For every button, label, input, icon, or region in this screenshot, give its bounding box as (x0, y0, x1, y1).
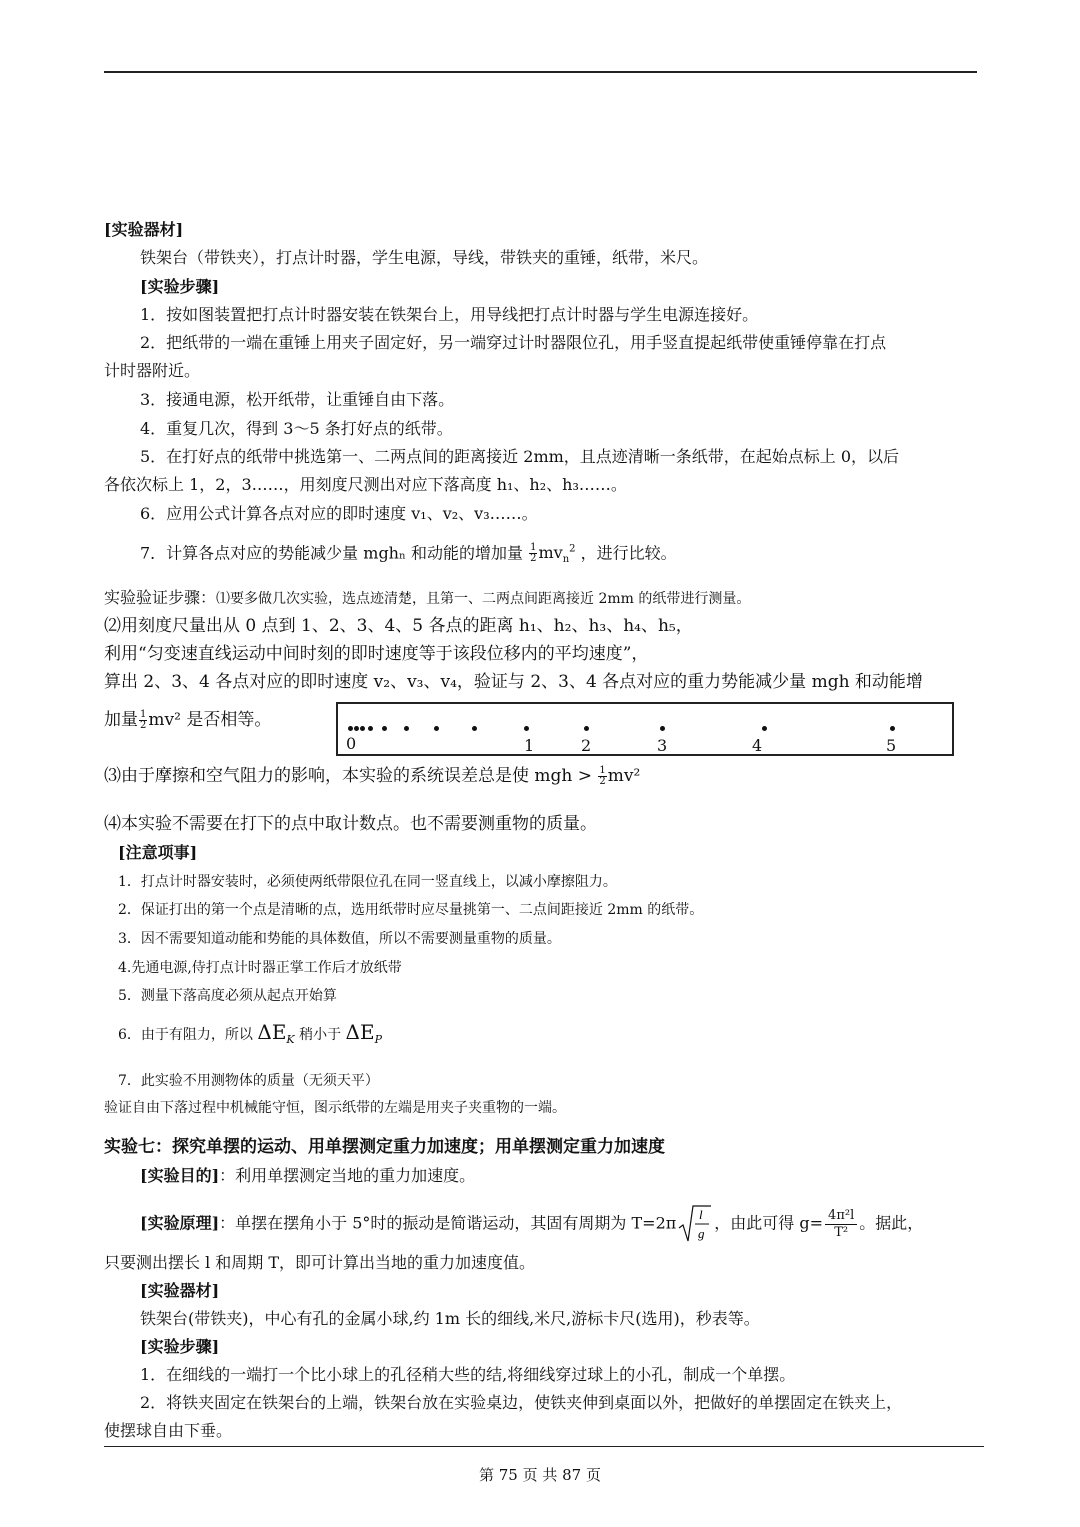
verify-line-5 (104, 710, 271, 731)
verify-line-3: 利用“匀变速直线运动中间时刻的即时速度等于该段位移内的平均速度”， (104, 644, 649, 664)
tape-dot (368, 726, 373, 731)
note-6-mid: 稍小于 (299, 1027, 342, 1043)
tape-dot (660, 726, 665, 731)
principle-text-c: 。据此， (859, 1213, 924, 1233)
step-4: 4．重复几次，得到 3～5 条打好点的纸带。 (140, 419, 453, 438)
exp7-purpose (140, 1166, 475, 1186)
materials-text: 铁架台（带铁夹），打点计时器，学生电源，导线，带铁夹的重锤，纸带，米尺。 (140, 248, 709, 267)
tape-dot (404, 726, 409, 731)
delta-e-k: ΔE (257, 1020, 287, 1044)
page-footer: 第 75 页 共 87 页 (478, 1466, 601, 1484)
step-2b: 计时器附近。 (104, 361, 201, 380)
tape-label-0: 0 (346, 734, 357, 753)
exp7-step-2a: 2．将铁夹固定在铁架台的上端，铁架台放在实验桌边，使铁夹伸到桌面以外，把做好的单摆固定在铁夹上， (140, 1393, 903, 1412)
verify-line-4: 算出 2、3、4 各点对应的即时速度 v₂、v₃、v₄，验证与 2、3、4 各点对应的重力势能减少量 mgh 和动能增 (104, 672, 923, 692)
header-rule (104, 71, 977, 73)
delta-e-p: ΔE (345, 1020, 375, 1044)
mv-squared: mv² (607, 766, 641, 786)
verify-item-1: ⑴要多做几次实验，选点迹清楚，且第一、二两点间距离接近 2mm 的纸带进行测量。 (216, 591, 751, 607)
svg-text:g: g (698, 1226, 705, 1241)
g-formula-fraction: $\frac{\text{4π²l}}{\text{T²}}$ (825, 1208, 857, 1241)
tape-label-1: 1 (524, 736, 535, 755)
note-4: 4.先通电源,侍打点计时器正掌工作后才放纸带 (118, 960, 402, 976)
paper-tape-figure (336, 702, 954, 756)
step-7-pre: 7．计算各点对应的势能减少量 mghₙ 和动能的增加量 (140, 543, 523, 563)
step-3: 3．接通电源，松开纸带，让重锤自由下落。 (140, 390, 455, 409)
tape-dot (524, 726, 529, 731)
verify-label: 实验验证步骤： (104, 588, 217, 607)
exp7-steps-heading: [实验步骤] (140, 1337, 220, 1356)
note-3: 3．因不需要知道动能和势能的具体数值，所以不需要测量重物的质量。 (118, 931, 561, 947)
exp7-materials-heading: [实验器材] (140, 1281, 220, 1300)
principle-text-a: ：单摆在摆角小于 5°时的振动是简谐运动，其固有周期为 T=2π (219, 1213, 677, 1233)
notes-heading: [注意项事] (118, 843, 198, 862)
step-7 (140, 540, 677, 571)
verify-l5-label: 加量 (104, 710, 138, 730)
note-8: 验证自由下落过程中机械能守恒，图示纸带的左端是用夹子夹重物的一端。 (104, 1100, 566, 1116)
step-5a: 5．在打好点的纸带中挑选第一、二两点间的距离接近 2mm，且点迹清晰一条纸带，在起始点标上 0，以后 (140, 447, 900, 466)
note-5: 5．测量下落高度必须从起点开始算 (118, 988, 337, 1004)
tape-label-4: 4 (752, 736, 763, 755)
step-5b: 各依次标上 1，2，3……，用刻度尺测出对应下落高度 h₁、h₂、h₃……。 (104, 475, 627, 494)
exp7-step-2b: 使摆球自由下垂。 (104, 1421, 233, 1440)
tape-dot (472, 726, 477, 731)
sub-k: K (286, 1032, 295, 1046)
tape-dot (360, 726, 365, 731)
exp7-principle (140, 1204, 923, 1244)
verify-line-7: ⑷本实验不需要在打下的点中取计数点。也不需要测重物的质量。 (104, 814, 597, 834)
exp7-title: 实验七：探究单摆的运动、用单摆测定重力加速度；用单摆测定重力加速度 (104, 1137, 665, 1157)
tape-label-2: 2 (581, 736, 592, 755)
exp7-step-1: 1．在细线的一端打一个比小球上的孔径稍大些的结,将细线穿过球上的小孔，制成一个单摆。 (140, 1365, 796, 1384)
note-2: 2．保证打出的第一个点是清晰的点，选用纸带时应尽量挑第一、二点间距接近 2mm 的纸带。 (118, 902, 704, 918)
note-6 (118, 1022, 382, 1050)
verify-line-1 (104, 588, 750, 609)
mv-n-squared: $mv_n^2$ (538, 543, 576, 566)
tape-dot (382, 726, 387, 731)
svg-text:l: l (699, 1207, 703, 1222)
principle-text-b: ，由此可得 g= (714, 1213, 824, 1233)
note-6-pre: 6．由于有阻力，所以 (118, 1027, 253, 1043)
verify-line-2: ⑵用刻度尺量出从 0 点到 1、2、3、4、5 各点的距离 h₁、h₂、h₃、h₄、h₅， (104, 616, 693, 636)
tape-label-5: 5 (886, 736, 897, 755)
materials-heading: [实验器材] (104, 220, 184, 239)
tape-dot (354, 726, 359, 731)
tape-dot (434, 726, 439, 731)
verify-line-6 (104, 766, 640, 787)
sqrt-l-over-g (678, 1204, 712, 1244)
steps-heading: [实验步骤] (140, 277, 220, 296)
step-7-post: ，进行比较。 (580, 543, 677, 563)
half-fraction-3: $\frac{1}{2}$ (599, 765, 606, 787)
sub-p: P (374, 1032, 382, 1046)
exp7-principle-d: 只要测出摆长 l 和周期 T，即可计算出当地的重力加速度值。 (104, 1253, 536, 1272)
tape-label-3: 3 (657, 736, 668, 755)
exp7-materials: 铁架台(带铁夹)，中心有孔的金属小球,约 1m 长的细线,米尺,游标卡尺(选用)，秒表等。 (140, 1309, 760, 1328)
step-6: 6．应用公式计算各点对应的即时速度 v₁、v₂、v₃……。 (140, 504, 538, 523)
half-fraction: $\frac{1}{2}$ (530, 542, 537, 565)
verify-l6-text: ⑶由于摩擦和空气阻力的影响，本实验的系统误差总是使 mgh > (104, 766, 593, 786)
step-1: 1．按如图装置把打点计时器安装在铁架台上，用导线把打点计时器与学生电源连接好。 (140, 305, 759, 324)
note-1: 1．打点计时器安装时，必须使两纸带限位孔在同一竖直线上，以减小摩擦阻力。 (118, 874, 617, 890)
purpose-text: ：利用单摆测定当地的重力加速度。 (219, 1166, 476, 1185)
tape-dot (584, 726, 589, 731)
note-7: 7．此实验不用测物体的质量（无须天平） (118, 1073, 379, 1089)
verify-l5-text: mv² 是否相等。 (148, 710, 272, 730)
tape-dot (890, 726, 895, 731)
step-2a: 2．把纸带的一端在重锤上用夹子固定好，另一端穿过计时器限位孔，用手竖直提起纸带使重锤停靠在打点 (140, 333, 887, 352)
half-fraction-2: $\frac{1}{2}$ (140, 709, 147, 731)
tape-dot (762, 726, 767, 731)
tape-dot (348, 726, 353, 731)
purpose-heading: [实验目的] (140, 1166, 220, 1185)
principle-heading: [实验原理] (140, 1213, 220, 1233)
footer-rule (104, 1446, 984, 1447)
